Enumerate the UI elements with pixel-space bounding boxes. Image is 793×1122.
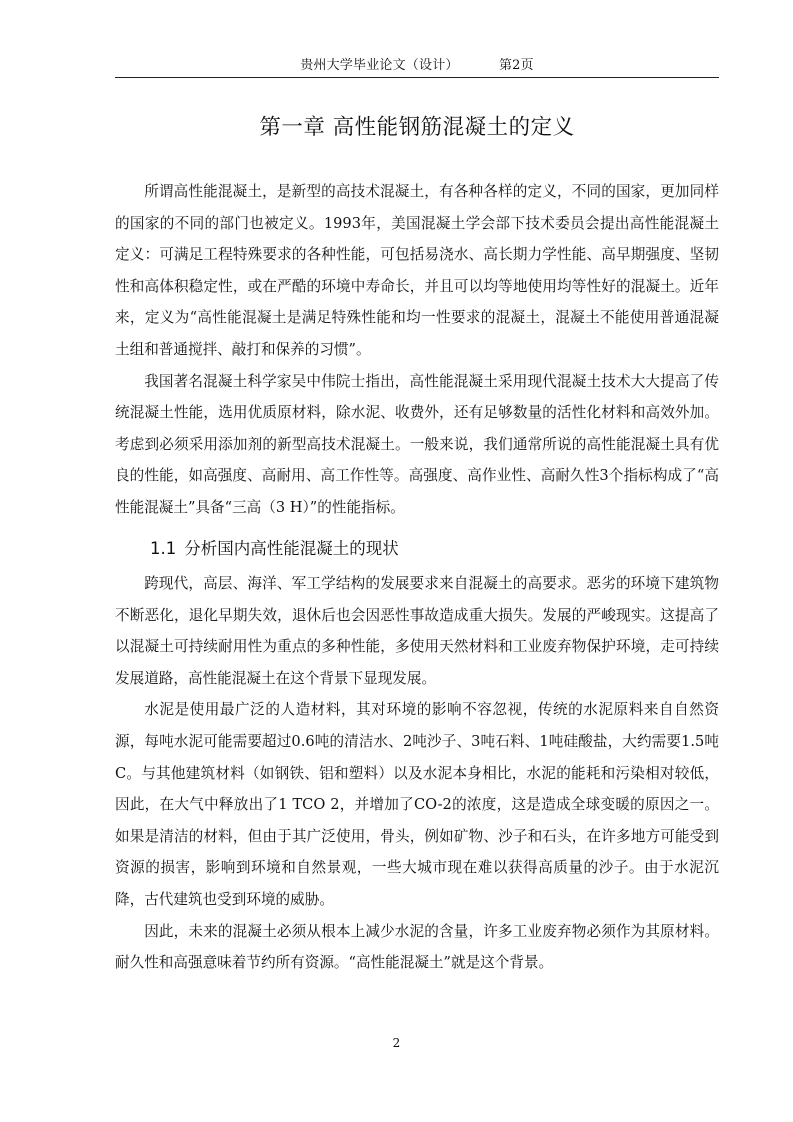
section-title-text: 分析国内高性能混凝土的现状	[184, 539, 399, 558]
chapter-title: 第一章 高性能钢筋混凝土的定义	[259, 115, 575, 140]
running-header	[115, 56, 719, 78]
header-title: 贵州大学毕业论文（设计）	[300, 58, 459, 73]
intro-text-block	[115, 176, 719, 524]
section-number: 1.1	[150, 539, 177, 558]
paragraph-academician-view: 我国著名混凝土科学家吴中伟院士指出，高性能混凝土采用现代混凝土技术大大提高了传统混凝土性能，选用优质原材料，除水泥、收费外，还有足够数量的活性化材料和高效外加。考虑到必须采用添加剂的新型高技术混凝土。一般来说，我们通常所说的高性能混凝土具有优良的性能，如高强度、高耐用、高工作性等。高强度、高作业性、高耐久性3个指标构成了“高性能混凝土”具备“三高（3 H）”的性能指标。	[115, 372, 719, 516]
section-heading	[150, 535, 399, 563]
paragraph-conclusion: 因此，未来的混凝土必须从根本上减少水泥的含量，许多工业废弃物必须作为其原材料。耐久性和高强意味着节约所有资源。“高性能混凝土”就是这个背景。	[115, 922, 719, 972]
page-number: 2	[392, 1036, 401, 1050]
paragraph-definition: 所谓高性能混凝土，是新型的高技术混凝土，有各种各样的定义，不同的国家，更加同样的国家的不同的部门也被定义。1993年，美国混凝土学会部下技术委员会提出高性能混凝土定义：可满足工程特殊要求的各种性能，可包括易浇水、高长期力学性能、高早期强度、坚韧性和高体积稳定性，或在严酷的环境中寿命长，并且可以均等地使用均等性好的混凝土。近年来，定义为“高性能混凝土是满足特殊性能和均一性要求的混凝土，混凝土不能使用普通混凝土组和普通搅拌、敲打和保养的习惯”。	[115, 183, 719, 358]
paragraph-development: 跨现代，高层、海洋、军工学结构的发展要求来自混凝土的高要求。恶劣的环境下建筑物不断恶化，退化早期失效，退休后也会因恶性事故造成重大损失。发展的严峻现实。这提高了以混凝土可持续耐用性为重点的多种性能，多使用天然材料和工业废弃物保护环境，走可持续发展道路，高性能混凝土在这个背景下显现发展。	[115, 575, 719, 687]
section-text-block	[115, 568, 719, 979]
header-page-label: 第2页	[498, 58, 534, 73]
paragraph-cement: 水泥是使用最广泛的人造材料，其对环境的影响不容忽视，传统的水泥原料来自自然资源，每吨水泥可能需要超过0.6吨的清洁水、2吨沙子、3吨石料、1吨硅酸盐，大约需要1.5吨C。与其他建筑材料（如钢铁、铝和塑料）以及水泥本身相比，水泥的能耗和污染相对较低，因此，在大气中释放出了1 TCO 2，并增加了CO-2的浓度，这是造成全球变暖的原因之一。如果是清洁的材料，但由于其广泛使用，骨头，例如矿物、沙子和石头，在许多地方可能受到资源的损害，影响到环境和自然景观，一些大城市现在难以获得高质量的沙子。由于水泥沉降，古代建筑也受到环境的威胁。	[115, 701, 719, 908]
header-rule	[115, 77, 719, 78]
